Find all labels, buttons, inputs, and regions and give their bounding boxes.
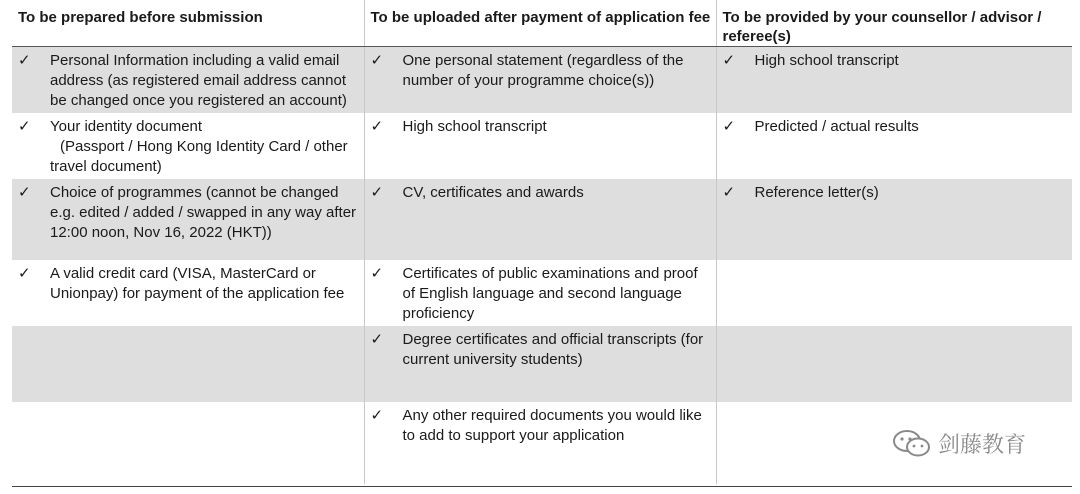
table-cell [364, 402, 716, 484]
check-icon: ✓ [370, 52, 384, 69]
table-cell-empty [12, 402, 364, 484]
check-icon: ✓ [722, 183, 736, 201]
cell-text: Degree certificates and official transcripts (for current university students) [402, 330, 704, 368]
table-cell-empty [12, 326, 364, 402]
table-cell [364, 47, 716, 113]
table-cell [716, 179, 1072, 260]
check-icon: ✓ [722, 117, 736, 135]
check-icon: ✓ [370, 117, 384, 135]
check-icon: ✓ [370, 406, 384, 424]
cell-text: A valid credit card (VISA, MasterCard or Unionpay) for payment of the application fee [50, 264, 345, 302]
requirements-table [12, 0, 1072, 484]
table-cell [12, 113, 364, 179]
table-row [12, 260, 1072, 326]
table-row [12, 326, 1072, 402]
table-cell [364, 260, 716, 326]
check-icon: ✓ [370, 183, 384, 201]
bottom-rule [12, 486, 1072, 487]
check-icon: ✓ [18, 264, 31, 282]
cell-subtext: (Passport / Hong Kong Identity Card / other travel document) [50, 137, 348, 175]
table-cell [716, 47, 1072, 113]
wechat-icon [892, 429, 932, 459]
cell-text: Choice of programmes (cannot be changed e.g. edited / added / swapped in any way after 12:00 noon, Nov 16, 2022 (HKT)) [50, 183, 357, 241]
table-cell-empty [716, 260, 1072, 326]
cell-text: Personal Information including a valid email address (as registered email address cannot be changed once you registered an account) [50, 52, 347, 109]
table-cell [364, 326, 716, 402]
cell-text: Your identity document [50, 117, 203, 135]
header-prepare: To be prepared before submission [12, 0, 364, 47]
check-icon: ✓ [370, 264, 384, 282]
cell-text: Certificates of public examinations and proof of English language and second language proficiency [402, 264, 698, 322]
cell-text: High school transcript [754, 52, 899, 69]
cell-text: One personal statement (regardless of the number of your programme choice(s)) [402, 52, 684, 89]
cell-text: High school transcript [402, 117, 547, 135]
check-icon: ✓ [370, 330, 384, 348]
table-row [12, 47, 1072, 113]
watermark [892, 428, 1026, 459]
table-row [12, 179, 1072, 260]
table-header-row [12, 0, 1072, 47]
cell-text: Any other required documents you would like to add to support your application [402, 406, 702, 444]
header-upload: To be uploaded after payment of application fee [364, 0, 716, 47]
table-cell [12, 179, 364, 260]
check-icon: ✓ [18, 117, 31, 135]
check-icon: ✓ [722, 52, 736, 69]
watermark-text: 剑藤教育 [938, 433, 1027, 458]
cell-text: Predicted / actual results [754, 117, 919, 135]
check-icon: ✓ [18, 183, 31, 201]
cell-text: Reference letter(s) [754, 183, 879, 201]
check-icon: ✓ [18, 52, 31, 69]
table-row [12, 113, 1072, 179]
document [12, 0, 1072, 484]
table-cell [364, 113, 716, 179]
table-cell [12, 47, 364, 113]
table-cell [364, 179, 716, 260]
table-cell [12, 260, 364, 326]
table-cell [716, 113, 1072, 179]
header-counsellor: To be provided by your counsellor / advisor / referee(s) [716, 0, 1072, 47]
table-cell-empty [716, 326, 1072, 402]
cell-text: CV, certificates and awards [402, 183, 584, 201]
